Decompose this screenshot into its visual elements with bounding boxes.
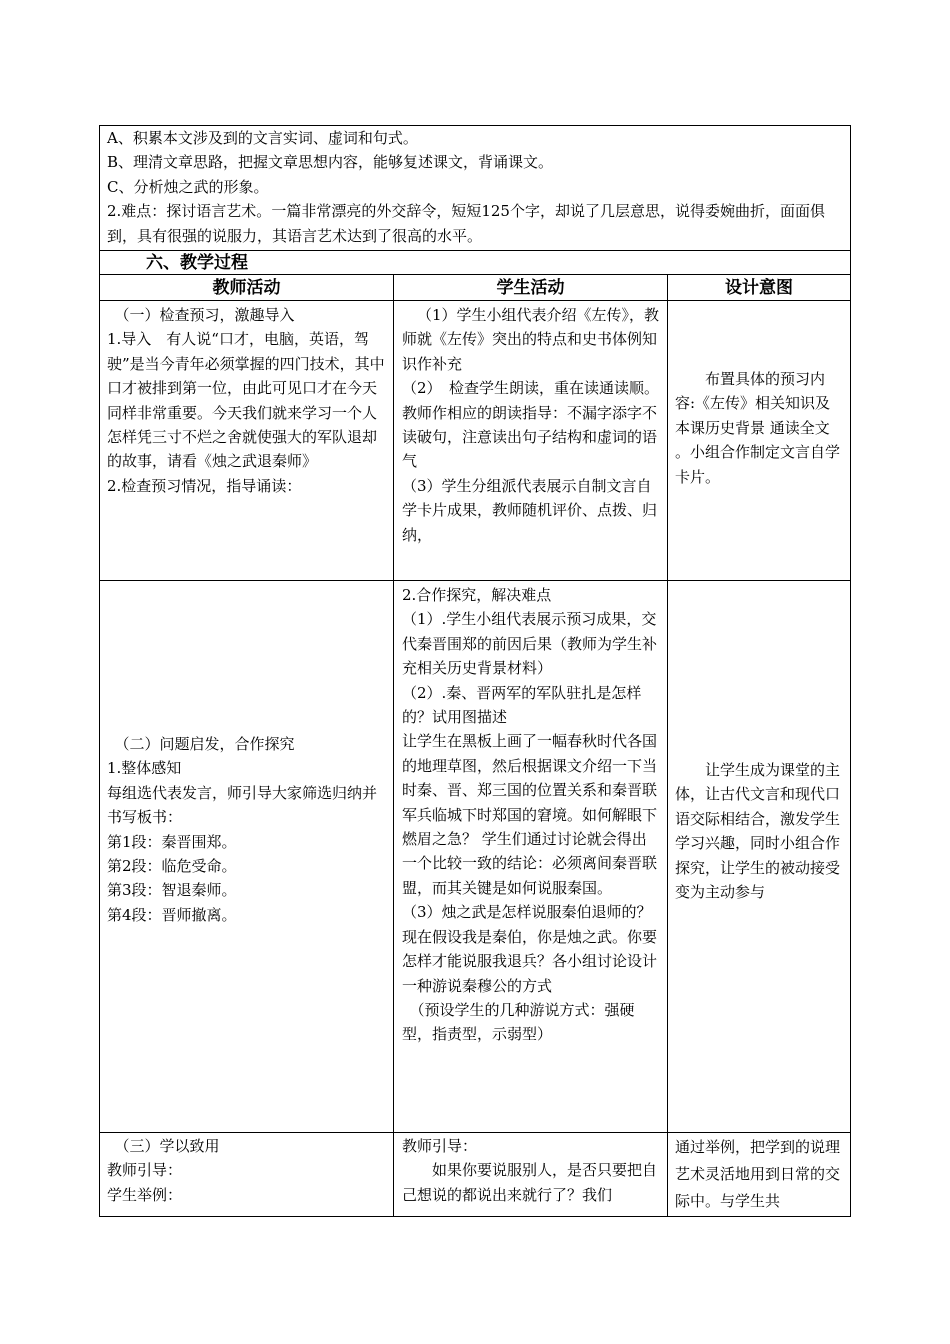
row2-design-cell bbox=[675, 758, 845, 904]
row2-student-1: 2.合作探究，解决难点 bbox=[402, 586, 552, 604]
row3-teacher-example: 学生举例： bbox=[107, 1185, 183, 1204]
row2-teacher-cell bbox=[107, 732, 389, 927]
row2-teacher-desc: 每组选代表发言，师引导大家筛选归纳并书写板书： bbox=[107, 783, 378, 827]
row1-teacher-cell bbox=[107, 303, 389, 498]
table-bottom-border bbox=[99, 1216, 851, 1217]
row1-design-cell bbox=[675, 367, 845, 489]
row2-student-4: 让学生在黑板上画了一幅春秋时代各国的地理草图，然后根据课文介绍一下当时秦、晋、郑三国的位置关系和秦晋联军兵临城下时郑国的窘境。如何解眼下燃眉之急？ 学生们通过讨论就会得出一个比较一致的结论：必须离间秦晋联盟，而其关键是如何说服秦国。 bbox=[402, 732, 658, 897]
section-title: 六、教学过程 bbox=[146, 253, 248, 273]
row2-student-2: （1）.学生小组代表展示预习成果，交代秦晋围郑的前因后果（教师为学生补充相关历史背景材料） bbox=[402, 610, 658, 678]
row1-student-cell bbox=[402, 303, 661, 547]
row2-design-text: 让学生成为课堂的主体，让古代文言和现代口语交际相结合，激发学生学习兴趣，同时小组合作探究，让学生的被动接受变为主动参与 bbox=[675, 761, 841, 902]
row2-student-cell bbox=[402, 583, 661, 1047]
objective-a: A、积累本文涉及到的文言实词、虚词和句式。 bbox=[107, 129, 418, 147]
row1-student-3: （3）学生分组派代表展示自制文言自学卡片成果，教师随机评价、点拨、归纳， bbox=[402, 476, 658, 544]
table-right-border bbox=[850, 125, 851, 1217]
row1-student-1: （1）学生小组代表介绍《左传》，教师就《左传》突出的特点和史书体例知识作补充 bbox=[402, 306, 660, 373]
divider-headers bbox=[99, 300, 851, 301]
row3-design-cell bbox=[675, 1134, 845, 1216]
row2-teacher-para3: 第3段：智退秦师。 bbox=[107, 881, 237, 900]
row3-student-2: 如果你要说服别人，是否只要把自己想说的都说出来就行了？我们 bbox=[402, 1161, 658, 1204]
header-teacher: 教师活动 bbox=[212, 278, 281, 298]
row2-student-3: （2）.秦、晋两军的军队驻扎是怎样的？试用图描述 bbox=[402, 683, 642, 727]
row3-teacher-heading: （三）学以致用 bbox=[114, 1137, 220, 1155]
divider-row2 bbox=[99, 1132, 851, 1133]
row3-teacher-guide: 教师引导： bbox=[107, 1161, 183, 1180]
row3-student-cell bbox=[402, 1134, 661, 1216]
row1-student-2: （2） 检查学生朗读，重在读通读顺。教师作相应的朗读指导：不漏字添字不读破句，注意读出句子结构和虚词的语气 bbox=[402, 379, 660, 471]
column-divider-1 bbox=[393, 274, 394, 1216]
row2-teacher-heading: （二）问题启发，合作探究 bbox=[114, 735, 295, 753]
header-design: 设计意图 bbox=[725, 278, 793, 298]
difficulty-text: 2.难点：探讨语言艺术。一篇非常漂亮的外交辞令，短短125个字，却说了几层意思，说得委婉曲折，面面俱到，具有很强的说服力，其语言艺术达到了很高的水平。 bbox=[107, 202, 825, 245]
divider-row1 bbox=[99, 580, 851, 581]
objective-b: B、理清文章思路，把握文章思想内容，能够复述课文，背诵课文。 bbox=[107, 153, 554, 172]
row2-teacher-para2: 第2段：临危受命。 bbox=[107, 857, 237, 876]
column-divider-2 bbox=[667, 274, 668, 1216]
row3-student-1: 教师引导： bbox=[402, 1137, 478, 1155]
objectives-block bbox=[107, 126, 844, 248]
row3-design-text: 通过举例，把学到的说理艺术灵活地用到日常的交际中。与学生共 bbox=[675, 1138, 841, 1210]
header-student: 学生活动 bbox=[496, 278, 565, 298]
row1-design-text: 布置具体的预习内容:《左传》相关知识及本课历史背景 通读全文 。小组合作制定文言自学卡片。 bbox=[675, 370, 841, 486]
row2-teacher-para1: 第1段：秦晋围郑。 bbox=[107, 832, 237, 851]
row2-student-6: （预设学生的几种游说方式：强硬型，指责型，示弱型） bbox=[402, 1000, 635, 1044]
row2-teacher-sub: 1.整体感知 bbox=[107, 759, 182, 778]
row1-teacher-heading: （一）检查预习，激趣导入 bbox=[114, 306, 295, 324]
objective-c: C、分析烛之武的形象。 bbox=[107, 177, 269, 196]
row2-teacher-para4: 第4段：晋师撤离。 bbox=[107, 905, 237, 924]
row1-teacher-check: 2.检查预习情况，指导诵读： bbox=[107, 476, 302, 495]
row3-teacher-cell bbox=[107, 1134, 389, 1207]
row1-teacher-intro: 1.导入 有人说“口才，电脑，英语，驾驶”是当今青年必须掌握的四门技术，其中口才被排到第一位，由此可见口才在今天同样非常重要。今天我们就来学习一个人怎样凭三寸不烂之舍就使强大的军队退却的故事，请看《烛之武退秦师》 bbox=[107, 330, 385, 471]
row2-student-5: （3）烛之武是怎样说服秦伯退师的？ 现在假设我是秦伯，你是烛之武。你要怎样才能说服我退兵？各小组讨论设计一种游说秦穆公的方式 bbox=[402, 903, 658, 995]
